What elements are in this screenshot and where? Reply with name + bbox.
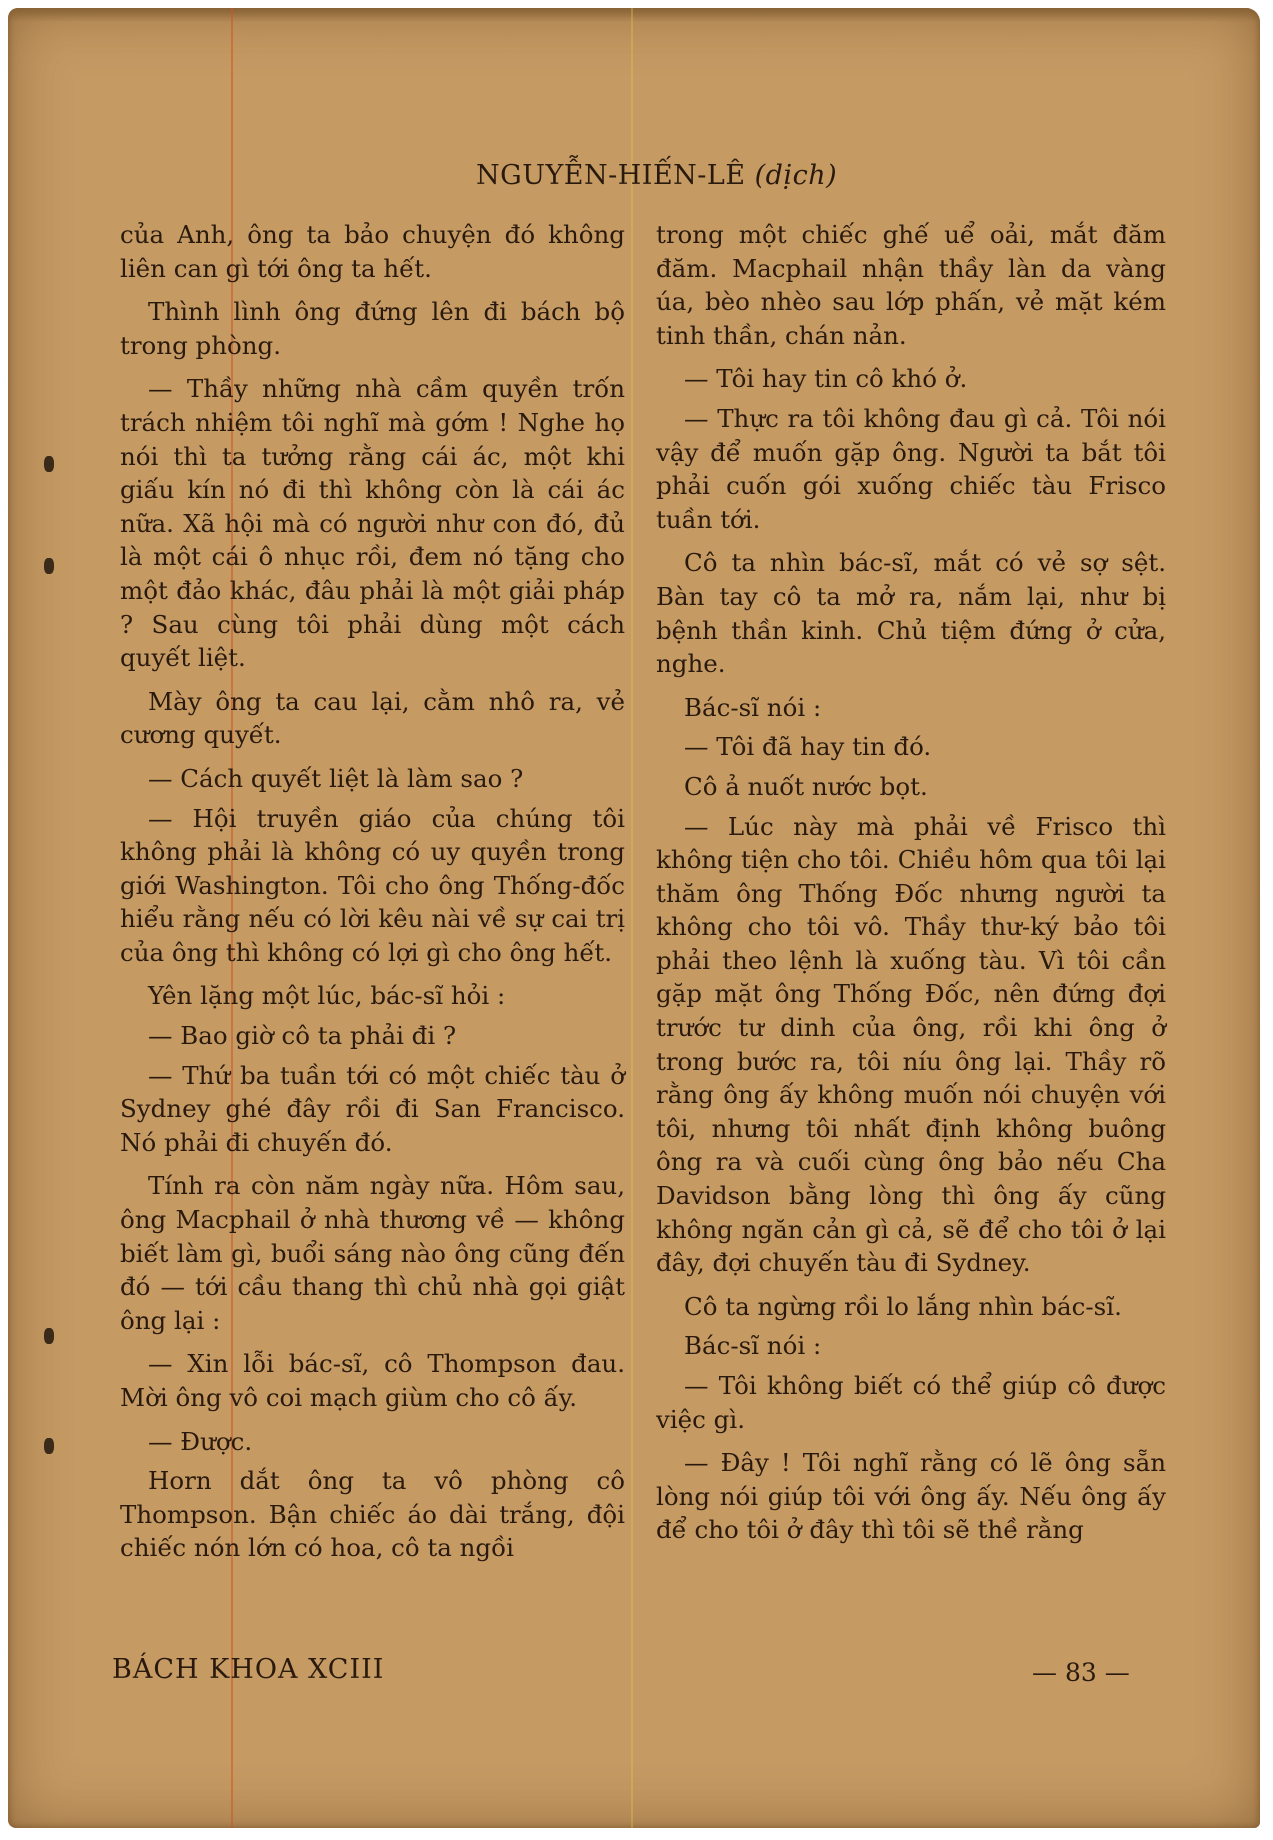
paragraph: của Anh, ông ta bảo chuyện đó không liên can gì tới ông ta hết.	[120, 220, 625, 283]
paragraph: trong một chiếc ghế uể oải, mắt đăm đăm. Macphail nhận thầy làn da vàng úa, bèo nhèo sau lớp phấn, vẻ mặt kém tinh thần, chán nản.	[656, 220, 1166, 350]
scan-line-yellow	[631, 8, 633, 1828]
paragraph: — Tôi hay tin cô khó ở.	[684, 364, 968, 394]
running-header	[476, 160, 837, 191]
paragraph: — Cách quyết liệt là làm sao ?	[148, 763, 524, 793]
paragraph: Thình lình ông đứng lên đi bách bộ trong phòng.	[120, 297, 625, 360]
paragraph: — Đây ! Tôi nghĩ rằng có lẽ ông sẵn lòng nói giúp tôi với ông ấy. Nếu ông ấy để cho tôi ở đây thì tôi sẽ thề rằng	[656, 1448, 1166, 1545]
right-column	[656, 218, 1166, 1557]
paragraph: Cô ta ngừng rồi lo lắng nhìn bác-sĩ.	[684, 1291, 1122, 1321]
header-note: (dịch)	[754, 160, 838, 191]
binding-mark	[44, 1438, 54, 1454]
paragraph: Yên lặng một lúc, bác-sĩ hỏi :	[148, 981, 506, 1011]
paragraph: Cô ta nhìn bác-sĩ, mắt có vẻ sợ sệt. Bàn tay cô ta mở ra, nắm lại, như bị bệnh thần kinh. Chủ tiệm đứng ở cửa, nghe.	[656, 548, 1166, 679]
paragraph: — Thầy những nhà cầm quyền trốn trách nhiệm tôi nghĩ mà gớm ! Nghe họ nói thì ta tưởng rằng cái ác, một khi giấu kín nó đi thì không còn là cái ác nữa. Xã hội mà có người như con đó, đủ là một cái ô nhục rồi, đem nó tặng cho một đảo khác, đâu phải là một giải pháp ? Sau cùng tôi phải dùng một cách quyết liệt.	[120, 374, 625, 673]
paragraph: — Hội truyền giáo của chúng tôi không phải là không có uy quyền trong giới Washington. Tôi cho ông Thống-đốc hiểu rằng nếu có lời kêu nài về sự cai trị của ông thì không có lợi gì cho ông hết.	[120, 803, 625, 967]
scanned-page	[8, 8, 1260, 1828]
binding-mark	[44, 1328, 54, 1344]
paragraph: Mày ông ta cau lại, cằm nhô ra, vẻ cương quyết.	[120, 686, 625, 750]
footer-magazine: BÁCH KHOA XCIII	[112, 1654, 385, 1685]
paragraph: — Lúc này mà phải về Frisco thì không tiện cho tôi. Chiều hôm qua tôi lại thăm ông Thống Đốc nhưng người ta không cho tôi vô. Thầy thư-ký bảo tôi phải theo lệnh là xuống tàu. Vì tôi cần gặp mặt ông Thống Đốc, nên đứng đợi trước tư dinh của ông, rồi khi ông ở trong bước ra, tôi níu ông lại. Thầy rõ rằng ông ấy không muốn nói chuyện với tôi, nhưng tôi nhất định không buông ông ra và cuối cùng ông bảo nếu Cha Davidson bằng lòng thì ông ấy cũng không ngăn cản gì cả, sẽ để cho tôi ở lại đây, đợi chuyến tàu đi Sydney.	[656, 811, 1166, 1278]
binding-mark	[44, 456, 54, 472]
paragraph: — Thứ ba tuần tới có một chiếc tàu ở Sydney ghé đây rồi đi San Francisco. Nó phải đi chuyến đó.	[120, 1060, 625, 1157]
left-column	[120, 218, 625, 1575]
paragraph: Bác-sĩ nói :	[684, 692, 822, 722]
paragraph: — Xin lỗi bác-sĩ, cô Thompson đau. Mời ông vô coi mạch giùm cho cô ấy.	[120, 1349, 625, 1412]
paragraph: — Tôi đã hay tin đó.	[684, 732, 932, 762]
page-edge-shadow	[8, 8, 1260, 22]
header-author: NGUYỄN-HIẾN-LÊ	[476, 160, 746, 191]
paragraph: Tính ra còn năm ngày nữa. Hôm sau, ông Macphail ở nhà thương về — không biết làm gì, buổi sáng nào ông cũng đến đó — tới cầu thang thì chủ nhà gọi giật ông lại :	[120, 1171, 625, 1335]
paragraph: — Bao giờ cô ta phải đi ?	[148, 1021, 457, 1051]
binding-mark	[44, 558, 54, 574]
paragraph: Bác-sĩ nói :	[684, 1331, 822, 1361]
paragraph: Cô ả nuốt nước bọt.	[684, 771, 928, 801]
paragraph: — Thực ra tôi không đau gì cả. Tôi nói vậy để muốn gặp ông. Người ta bắt tôi phải cuốn gói xuống chiếc tàu Frisco tuần tới.	[656, 403, 1166, 534]
paragraph: — Được.	[148, 1426, 253, 1456]
paragraph: — Tôi không biết có thể giúp cô được việc gì.	[656, 1371, 1166, 1434]
paragraph: Horn dắt ông ta vô phòng cô Thompson. Bận chiếc áo dài trắng, đội chiếc nón lớn có hoa, cô ta ngồi	[120, 1466, 625, 1563]
footer-page-number: — 83 —	[1032, 1658, 1130, 1687]
